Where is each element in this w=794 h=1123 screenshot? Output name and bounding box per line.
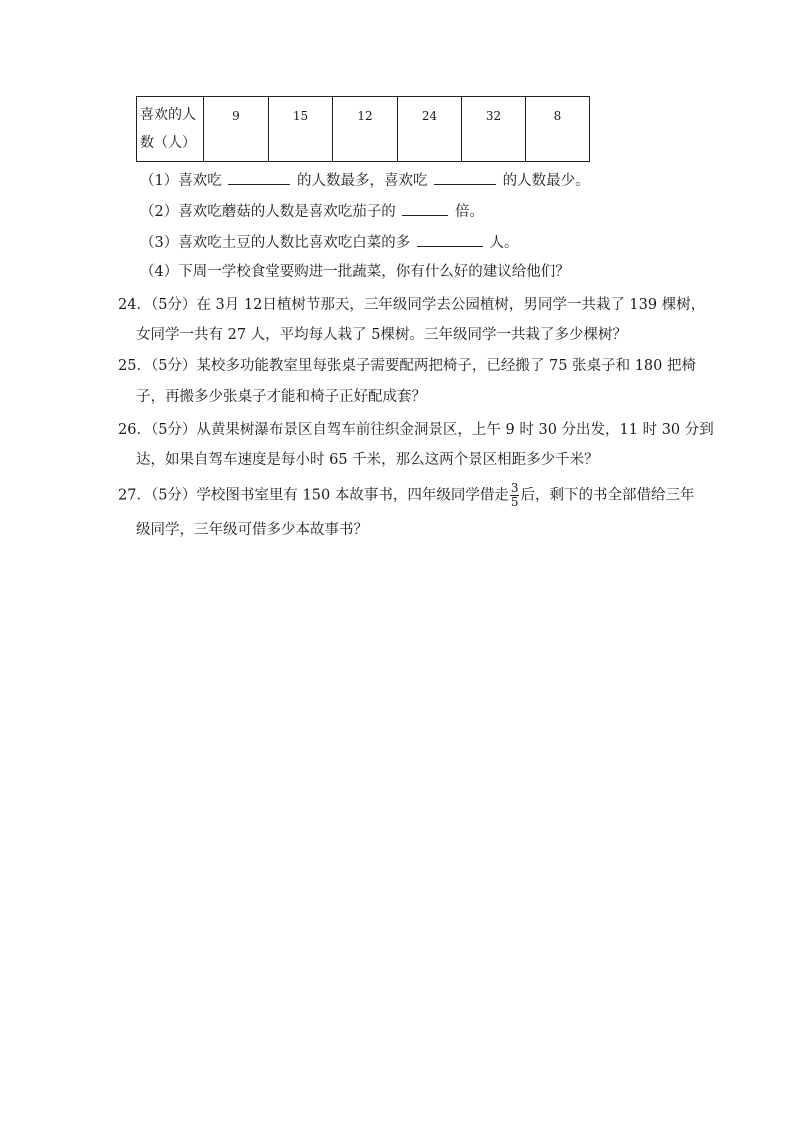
- q23-item-3-text: （3）喜欢吃土豆的人数比喜欢吃白菜的多: [140, 235, 411, 251]
- q23-item-1-text: 的人数最少。: [502, 173, 590, 189]
- q27-line-1: [118, 482, 694, 509]
- answer-blank[interactable]: [402, 200, 448, 216]
- q26-line-2: 达，如果自驾车速度是每小时 65 千米，那么这两个景区相距多少千米？: [136, 452, 599, 468]
- table-cell: 12: [333, 97, 398, 162]
- answer-blank[interactable]: [417, 231, 483, 247]
- q24-line-1: 24．（5分）在 3月 12日植树节那天，三年级同学去公园植树，男同学一共栽了 139 棵树，: [118, 297, 706, 313]
- q23-item-2: [140, 200, 484, 222]
- row-header-cell: [137, 97, 204, 162]
- table-cell: 32: [462, 97, 526, 162]
- q23-item-1-text: 的人数最多，喜欢吃: [296, 173, 428, 189]
- table-row: [137, 97, 590, 162]
- q25-line-2: 子，再搬多少张桌子才能和椅子正好配成套？: [136, 389, 426, 405]
- q27-text: 后，剩下的书全部借给三年: [520, 487, 695, 504]
- table-cell: 15: [269, 97, 333, 162]
- table-cell: 9: [204, 97, 269, 162]
- q23-item-2-text: （2）喜欢吃蘑菇的人数是喜欢吃茄子的: [140, 204, 396, 220]
- answer-blank[interactable]: [228, 169, 290, 185]
- fraction: [510, 482, 520, 509]
- q23-item-3-text: 人。: [489, 235, 519, 251]
- q27-line-2: 级同学，三年级可借多少本故事书？: [136, 522, 368, 538]
- q23-item-3: [140, 231, 518, 253]
- table-cell: 8: [526, 97, 590, 162]
- answer-blank[interactable]: [434, 169, 496, 185]
- fraction-denominator: 5: [510, 495, 519, 509]
- q23-item-4: （4）下周一学校食堂要购进一批蔬菜，你有什么好的建议给他们？: [140, 264, 570, 280]
- q24-line-2: 女同学一共有 27 人，平均每人栽了 5棵树。三年级同学一共栽了多少棵树？: [136, 327, 628, 343]
- q26-line-1: 26．（5分）从黄果树瀑布景区自驾车前往织金洞景区，上午 9 时 30 分出发，11 时 30 分到: [118, 422, 714, 438]
- fraction-numerator: 3: [510, 481, 519, 495]
- q23-item-1-text: （1）喜欢吃: [140, 173, 222, 189]
- q23-item-1: [140, 169, 590, 191]
- favorite-count-table: [136, 96, 590, 162]
- q23-item-2-text: 倍。: [454, 204, 484, 220]
- q27-text: 27．（5分）学校图书室里有 150 本故事书，四年级同学借走: [118, 487, 509, 504]
- row-header-line: 喜欢的人: [140, 107, 196, 123]
- row-header-line: 数（人）: [140, 135, 196, 151]
- q25-line-1: 25．（5分）某校多功能教室里每张桌子需要配两把椅子，已经搬了 75 张桌子和 180 把椅: [118, 358, 696, 374]
- table-cell: 24: [398, 97, 462, 162]
